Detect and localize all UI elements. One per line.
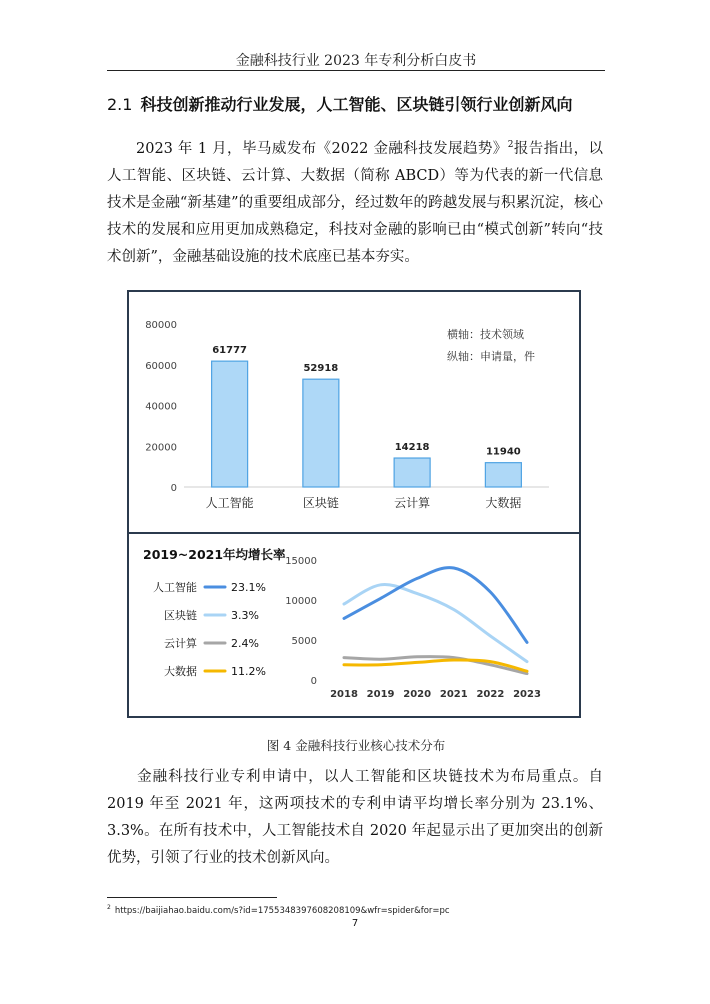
bar-y-tick-label: 0 (170, 483, 177, 494)
bar-category-label: 区块链 (302, 496, 339, 510)
header-rule (107, 70, 605, 71)
bar-data-label: 52918 (303, 363, 339, 375)
paragraph1-text-a: 2023 年 1 月，毕马威发布《2022 金融科技发展趋势》 (136, 140, 508, 157)
line-x-tick-label: 2018 (330, 689, 358, 700)
footnote (107, 904, 450, 916)
footnote-rule (107, 897, 277, 898)
axis-note: 纵轴：申请量，件 (447, 350, 535, 363)
line-x-tick-label: 2023 (513, 689, 541, 700)
axis-note: 横轴：技术领域 (447, 328, 524, 341)
bar-y-tick-label: 40000 (145, 401, 177, 413)
line-x-tick-label: 2019 (366, 689, 395, 700)
line-y-tick-label: 5000 (291, 636, 317, 647)
figure-divider (127, 532, 581, 534)
bar-category-label: 云计算 (394, 496, 431, 510)
section-title: 科技创新推动行业发展，人工智能、区块链引领行业创新风向 (140, 95, 573, 114)
footnote-ref[interactable]: 2 (507, 140, 514, 150)
bar-category-label: 大数据 (485, 496, 522, 510)
bar-chart (129, 292, 579, 532)
paragraph1-text-b: 报告指出，以人工智能、区块链、云计算、大数据（简称 ABCD）等为代表的新一代信息技术是金融“新基建”的重要组成部分，经过数年的跨越发展与积累沉淀，核心技术的发展和应用更加成熟稳定，科技对金融的影响已由“模式创新”转向“技术创新”，金融基础设施的技术底座已基本夯实。 (107, 140, 603, 265)
series-line-0 (344, 568, 527, 643)
line-x-tick-label: 2020 (403, 689, 432, 700)
bar-data-label: 61777 (212, 345, 248, 357)
line-chart (129, 535, 579, 716)
legend-label: 区块链 (164, 609, 197, 622)
bar-data-label: 14218 (394, 442, 430, 454)
bar-1 (303, 379, 339, 487)
bar-category-label: 人工智能 (205, 496, 254, 510)
bar-y-tick-label: 60000 (145, 360, 177, 372)
bar-y-tick-label: 20000 (145, 442, 177, 454)
section-number: 2.1 (107, 95, 133, 114)
bar-0 (212, 361, 248, 487)
series-line-1 (344, 585, 527, 662)
body-paragraph-2 (107, 764, 603, 872)
legend-rate: 3.3% (231, 609, 259, 622)
line-y-tick-label: 10000 (285, 596, 317, 607)
footnote-mark: 2 (107, 904, 111, 911)
line-chart-title: 2019~2021年均增长率 (143, 547, 286, 562)
legend-label: 大数据 (164, 665, 197, 678)
body-paragraph-1 (107, 132, 603, 271)
legend-rate: 2.4% (231, 637, 259, 650)
bar-2 (394, 458, 430, 487)
page-number: 7 (351, 918, 359, 929)
footnote-url[interactable]: https://baijiahao.baidu.com/s?id=1755348397608208109&wfr=spider&for=pc (114, 905, 450, 916)
line-y-tick-label: 0 (310, 676, 317, 687)
section-heading (107, 92, 607, 115)
line-x-tick-label: 2022 (476, 689, 505, 700)
bar-data-label: 11940 (485, 446, 521, 458)
line-x-tick-label: 2021 (439, 689, 468, 700)
legend-rate: 11.2% (231, 665, 266, 678)
legend-label: 云计算 (164, 637, 197, 650)
paragraph2-text: 金融科技行业专利申请中，以人工智能和区块链技术为布局重点。自 2019 年至 2021 年，这两项技术的专利申请平均增长率分别为 23.1%、3.3%。在所有技术中，人工智能技术自 2020 年起显示出了更加突出的创新优势，引领了行业的技术创新风向。 (107, 769, 603, 866)
running-header: 金融科技行业 2023 年专利分析白皮书 (235, 53, 477, 69)
line-y-tick-label: 15000 (285, 556, 317, 567)
figure-caption: 图 4 金融科技行业核心技术分布 (266, 738, 446, 753)
bar-y-tick-label: 80000 (145, 320, 177, 331)
legend-rate: 23.1% (231, 581, 266, 594)
bar-3 (485, 463, 521, 487)
legend-label: 人工智能 (153, 581, 197, 594)
